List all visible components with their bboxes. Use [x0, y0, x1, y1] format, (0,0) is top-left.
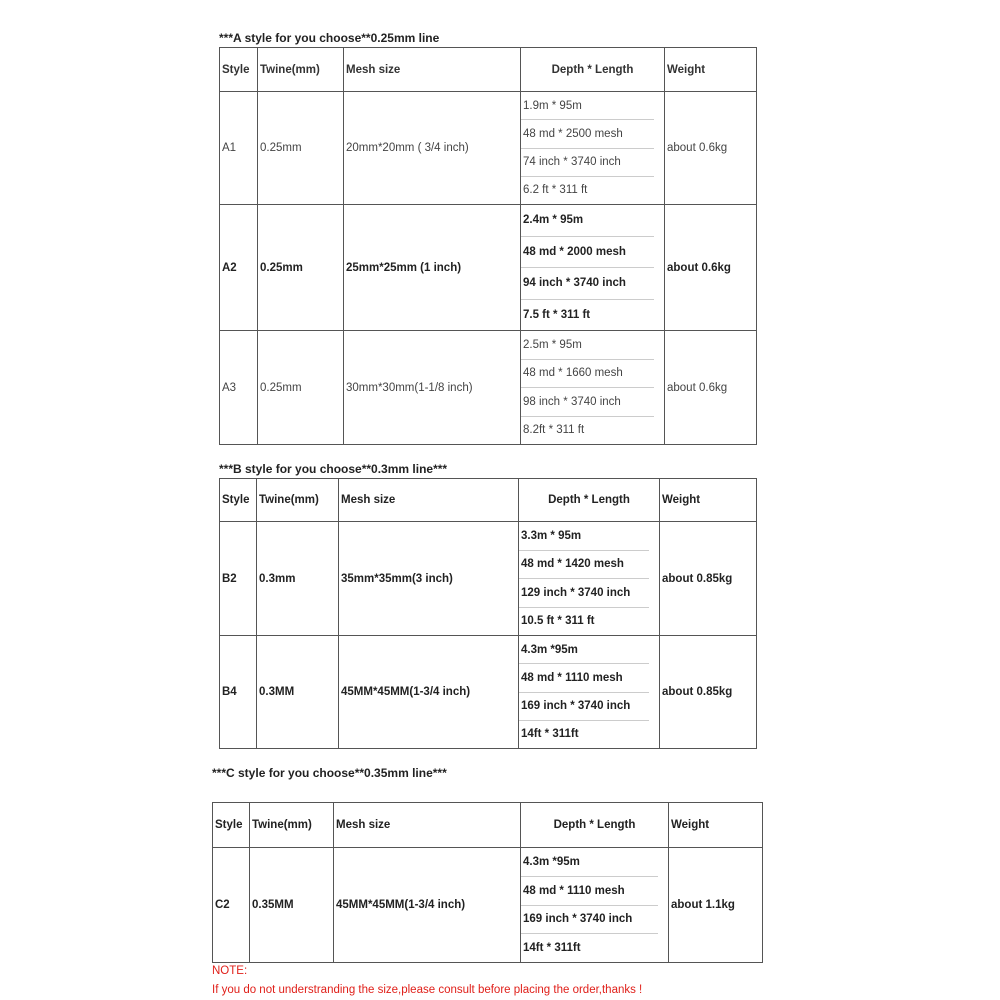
- table-row: [220, 92, 757, 205]
- dimension-line: 10.5 ft * 311 ft: [521, 615, 595, 628]
- depth-length-cell: [521, 331, 665, 445]
- twine-cell: 0.35MM: [250, 848, 334, 963]
- header-depth-length: Depth * Length: [521, 48, 665, 92]
- dimension-line: 48 md * 1110 mesh: [519, 664, 649, 692]
- mesh-size-cell: 45MM*45MM(1-3/4 inch): [339, 636, 519, 749]
- table-row: [220, 331, 757, 445]
- section-b-heading: ***B style for you choose**0.3mm line***: [219, 462, 448, 476]
- dimension-line: 169 inch * 3740 inch: [519, 693, 649, 721]
- dimension-line: 74 inch * 3740 inch: [521, 149, 654, 177]
- twine-cell: 0.25mm: [258, 331, 344, 445]
- weight-cell: about 0.6kg: [665, 92, 757, 205]
- depth-length-cell: [521, 848, 669, 963]
- table-row: [213, 848, 763, 963]
- mesh-size-cell: 35mm*35mm(3 inch): [339, 522, 519, 636]
- table-row: [220, 205, 757, 331]
- header-weight: Weight: [660, 479, 757, 522]
- header-style: Style: [220, 479, 257, 522]
- weight-cell: about 0.85kg: [660, 636, 757, 749]
- mesh-size-cell: 25mm*25mm (1 inch): [344, 205, 521, 331]
- mesh-size-cell: 20mm*20mm ( 3/4 inch): [344, 92, 521, 205]
- dimension-line: 98 inch * 3740 inch: [521, 388, 654, 417]
- dimension-line: 8.2ft * 311 ft: [523, 424, 585, 437]
- dimension-line: 48 md * 2000 mesh: [521, 237, 654, 269]
- twine-cell: 0.25mm: [258, 205, 344, 331]
- dimension-line: 6.2 ft * 311 ft: [523, 184, 588, 197]
- mesh-size-cell: 45MM*45MM(1-3/4 inch): [334, 848, 521, 963]
- section-a-table: [219, 47, 757, 445]
- weight-cell: about 0.6kg: [665, 331, 757, 445]
- depth-length-cell: [519, 522, 660, 636]
- dimension-line: 3.3m * 95m: [519, 522, 649, 551]
- header-mesh-size: Mesh size: [344, 48, 521, 92]
- twine-cell: 0.3mm: [257, 522, 339, 636]
- dimension-line: 169 inch * 3740 inch: [521, 906, 658, 935]
- header-twine: Twine(mm): [257, 479, 339, 522]
- header-twine: Twine(mm): [250, 803, 334, 848]
- dimension-line: 2.5m * 95m: [521, 331, 654, 360]
- dimension-line: 48 md * 1420 mesh: [519, 551, 649, 580]
- style-cell: C2: [213, 848, 250, 963]
- style-cell: B4: [220, 636, 257, 749]
- dimension-line: 1.9m * 95m: [521, 92, 654, 120]
- dimension-line: 48 md * 2500 mesh: [521, 120, 654, 148]
- dimension-line: 7.5 ft * 311 ft: [523, 308, 591, 321]
- table-row: [220, 522, 757, 636]
- weight-cell: about 1.1kg: [669, 848, 763, 963]
- section-c-heading: ***C style for you choose**0.35mm line***: [212, 766, 447, 780]
- depth-length-cell: [519, 636, 660, 749]
- section-b-table: [219, 478, 757, 749]
- depth-length-cell: [521, 92, 665, 205]
- header-depth-length: Depth * Length: [521, 803, 669, 848]
- style-cell: B2: [220, 522, 257, 636]
- style-cell: A1: [220, 92, 258, 205]
- dimension-line: 129 inch * 3740 inch: [519, 579, 649, 608]
- header-mesh-size: Mesh size: [339, 479, 519, 522]
- dimension-line: 14ft * 311ft: [521, 728, 579, 741]
- header-weight: Weight: [665, 48, 757, 92]
- dimension-line: 4.3m *95m: [521, 848, 658, 877]
- header-style: Style: [213, 803, 250, 848]
- mesh-size-cell: 30mm*30mm(1-1/8 inch): [344, 331, 521, 445]
- dimension-line: 48 md * 1660 mesh: [521, 360, 654, 389]
- note-label: NOTE:: [212, 965, 248, 977]
- dimension-line: 2.4m * 95m: [521, 205, 654, 237]
- twine-cell: 0.25mm: [258, 92, 344, 205]
- header-weight: Weight: [669, 803, 763, 848]
- twine-cell: 0.3MM: [257, 636, 339, 749]
- depth-length-cell: [521, 205, 665, 331]
- header-mesh-size: Mesh size: [334, 803, 521, 848]
- note-text: If you do not understranding the size,please consult before placing the order,thanks !: [212, 984, 643, 996]
- dimension-line: 4.3m *95m: [519, 636, 649, 664]
- header-twine: Twine(mm): [258, 48, 344, 92]
- header-style: Style: [220, 48, 258, 92]
- table-header-row: [220, 48, 757, 92]
- section-c-table: [212, 802, 763, 963]
- header-depth-length: Depth * Length: [519, 479, 660, 522]
- table-header-row: [220, 479, 757, 522]
- style-cell: A3: [220, 331, 258, 445]
- dimension-line: 14ft * 311ft: [523, 942, 581, 955]
- weight-cell: about 0.85kg: [660, 522, 757, 636]
- weight-cell: about 0.6kg: [665, 205, 757, 331]
- section-a-heading: ***A style for you choose**0.25mm line: [219, 31, 440, 45]
- table-row: [220, 636, 757, 749]
- dimension-line: 48 md * 1110 mesh: [521, 877, 658, 906]
- table-header-row: [213, 803, 763, 848]
- style-cell: A2: [220, 205, 258, 331]
- dimension-line: 94 inch * 3740 inch: [521, 268, 654, 300]
